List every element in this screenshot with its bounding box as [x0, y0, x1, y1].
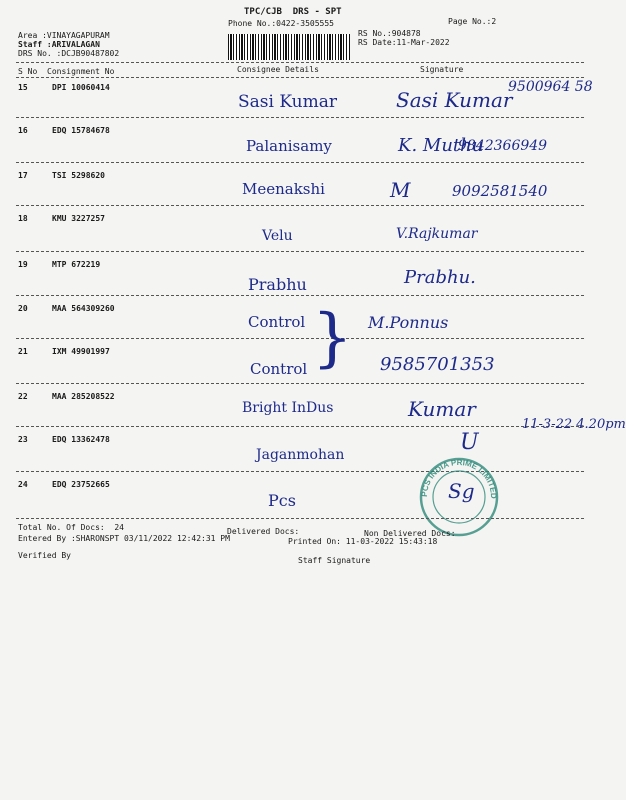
- company-stamp: [418, 456, 500, 538]
- col-signature: Signature: [420, 65, 464, 74]
- row-consignee-name: Meenakshi: [242, 180, 325, 198]
- doc-title: TPC/CJB DRS - SPT: [244, 7, 342, 17]
- non-delivered-docs: Non Delivered Docs:: [364, 529, 456, 538]
- row-signature: Prabhu.: [404, 267, 476, 288]
- row-consignee-name: Pcs: [268, 491, 296, 510]
- area-label: Area :VINAYAGAPURAM: [18, 31, 110, 40]
- barcode-image: [228, 34, 350, 60]
- page-number: Page No.:2: [448, 17, 497, 26]
- row-sno: 18: [18, 214, 28, 223]
- row-consignee-name: Bright InDus: [242, 400, 334, 416]
- row-signature: M: [390, 178, 411, 202]
- row-signature: K. Muthu: [398, 135, 484, 156]
- row-consignment-no: MAA 564309260: [52, 304, 115, 313]
- row-signature: U: [460, 430, 479, 455]
- staff-label: Staff :ARIVALAGAN: [18, 40, 100, 49]
- divider: [16, 518, 584, 519]
- row-sno: 24: [18, 480, 28, 489]
- row-signature: Sg: [448, 479, 475, 503]
- row-sno: 21: [18, 347, 28, 356]
- phone-number: Phone No.:0422-3505555: [228, 19, 334, 28]
- row-consignment-no: DPI 10060414: [52, 83, 110, 92]
- divider: [16, 77, 584, 78]
- row-sno: 17: [18, 171, 28, 180]
- row-consignment-no: MAA 285208522: [52, 392, 115, 401]
- row-divider: [16, 426, 584, 427]
- row-divider: [16, 383, 584, 384]
- row-divider: [16, 251, 584, 252]
- rs-number: RS No.:904878: [358, 29, 421, 38]
- row-sno: 20: [18, 304, 28, 313]
- row-divider: [16, 117, 584, 118]
- row-divider: [16, 295, 584, 296]
- row-consignee-name: Sasi Kumar: [238, 92, 338, 112]
- staff-signature: Staff Signature: [298, 556, 371, 565]
- row-sno: 23: [18, 435, 28, 444]
- row-consignment-no: EDQ 13362478: [52, 435, 110, 444]
- row-consignment-no: KMU 3227257: [52, 214, 105, 223]
- bracket-mark: }: [312, 301, 353, 375]
- total-docs: Total No. Of Docs: 24: [18, 523, 124, 532]
- row-signature: V.Rajkumar: [396, 226, 478, 242]
- row-consignee-name: Prabhu: [248, 275, 307, 294]
- row-consignment-no: TSI 5298620: [52, 171, 105, 180]
- row-consignee-name: Control: [250, 360, 308, 378]
- row-consignee-name: Palanisamy: [246, 137, 332, 155]
- divider: [16, 62, 584, 63]
- row-signature: M.Ponnus: [368, 313, 449, 332]
- entered-by: Entered By :SHARONSPT 03/11/2022 12:42:31 PM: [18, 534, 230, 543]
- col-sno: S No: [18, 67, 38, 76]
- row-signature-note: 9842366949: [458, 138, 548, 154]
- rs-date: RS Date:11-Mar-2022: [358, 38, 450, 47]
- svg-text:PCS INDIA PRIME LIMITED: [419, 457, 499, 503]
- row-signature: Kumar: [408, 397, 476, 421]
- row-sno: 19: [18, 260, 28, 269]
- row-divider: [16, 338, 584, 339]
- verified-by: Verified By: [18, 551, 71, 560]
- delivered-docs: Delivered Docs:: [227, 527, 300, 536]
- row-consignment-no: EDQ 23752665: [52, 480, 110, 489]
- row-consignee-name: Control: [248, 313, 306, 331]
- row-signature-note: 11-3-22 4.20pm: [522, 417, 626, 432]
- stamp-text: PCS INDIA PRIME LIMITED: [419, 457, 499, 499]
- col-consignment: Consignment No: [47, 67, 115, 76]
- row-divider: [16, 162, 584, 163]
- row-signature-note: 9092581540: [452, 182, 548, 200]
- row-consignee-name: Jaganmohan: [256, 447, 345, 463]
- row-divider: [16, 205, 584, 206]
- row-consignment-no: IXM 49901997: [52, 347, 110, 356]
- printed-on: Printed On: 11-03-2022 15:43:18: [288, 537, 438, 546]
- row-consignment-no: EDQ 15784678: [52, 126, 110, 135]
- row-signature: 9585701353: [380, 354, 495, 375]
- row-sno: 22: [18, 392, 28, 401]
- row-sno: 15: [18, 83, 28, 92]
- row-signature-note: 9500964 58: [508, 79, 593, 95]
- col-consignee: Consignee Details: [237, 65, 319, 74]
- row-consignment-no: MTP 672219: [52, 260, 101, 269]
- drs-number: DRS No. :DCJB90487802: [18, 49, 120, 58]
- row-sno: 16: [18, 126, 28, 135]
- row-consignee-name: Velu: [262, 228, 293, 244]
- row-signature: Sasi Kumar: [396, 88, 513, 112]
